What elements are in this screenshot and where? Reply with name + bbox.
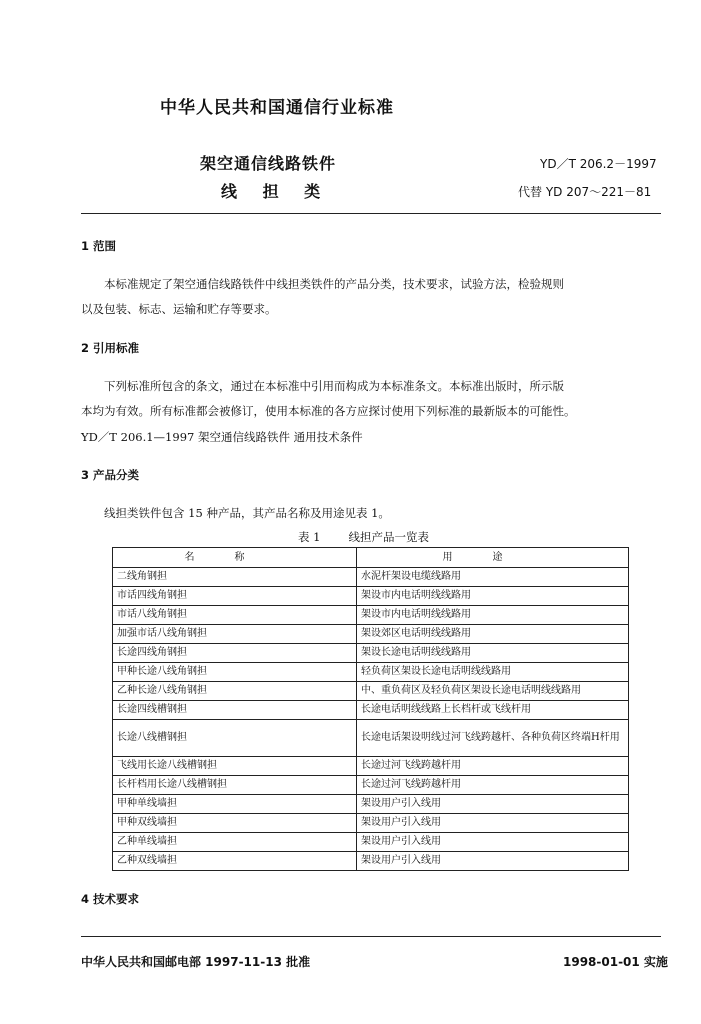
table-row bbox=[113, 701, 629, 720]
table-row bbox=[113, 814, 629, 833]
table-caption-name: 线担产品一览表 bbox=[348, 530, 429, 544]
product-use: 长途过河飞线跨越杆用 bbox=[357, 776, 629, 795]
product-name: 乙种单线墙担 bbox=[113, 833, 357, 852]
product-name: 长途八线槽钢担 bbox=[113, 720, 357, 757]
classification-paragraph: 线担类铁件包含 15 种产品，其产品名称及用途见表 1。 bbox=[104, 506, 390, 520]
issuing-body: 中华人民共和国通信行业标准 bbox=[160, 98, 394, 118]
table-row bbox=[113, 757, 629, 776]
product-use: 长途过河飞线跨越杆用 bbox=[357, 757, 629, 776]
approval-note: 中华人民共和国邮电部 1997-11-13 批准 bbox=[81, 955, 311, 969]
product-name: 乙种长途八线角钢担 bbox=[113, 682, 357, 701]
effective-date: 1998-01-01 实施 bbox=[563, 955, 668, 969]
header-use: 用途 bbox=[357, 548, 629, 568]
product-use: 架设用户引入线用 bbox=[357, 833, 629, 852]
table-row bbox=[113, 795, 629, 814]
header-rule bbox=[81, 213, 661, 214]
standard-number: YD／T 206.2－1997 bbox=[540, 157, 657, 171]
product-name: 甲种双线墙担 bbox=[113, 814, 357, 833]
product-use: 架设市内电话明线线路用 bbox=[357, 587, 629, 606]
product-use: 架设用户引入线用 bbox=[357, 814, 629, 833]
product-use: 水泥杆架设电缆线路用 bbox=[357, 568, 629, 587]
product-use: 轻负荷区架设长途电话明线线路用 bbox=[357, 663, 629, 682]
section-heading-scope: 1 范围 bbox=[81, 239, 117, 253]
table-row bbox=[113, 682, 629, 701]
table-row bbox=[113, 852, 629, 871]
table-row bbox=[113, 833, 629, 852]
table-row bbox=[113, 720, 629, 757]
product-use: 中、重负荷区及轻负荷区架设长途电话明线线路用 bbox=[357, 682, 629, 701]
product-name: 长途四线槽钢担 bbox=[113, 701, 357, 720]
scope-paragraph-line1: 本标准规定了架空通信线路铁件中线担类铁件的产品分类，技术要求，试验方法，检验规则 bbox=[104, 277, 564, 291]
table-header-row bbox=[113, 548, 629, 568]
product-name: 长途四线角钢担 bbox=[113, 644, 357, 663]
referenced-standard: YD／T 206.1—1997 架空通信线路铁件 通用技术条件 bbox=[81, 430, 363, 444]
document-subtitle: 线 担 类 bbox=[221, 182, 322, 201]
table-row bbox=[113, 587, 629, 606]
table-caption-label: 表 1 bbox=[298, 530, 321, 544]
product-name: 飞线用长途八线槽钢担 bbox=[113, 757, 357, 776]
product-use: 架设长途电话明线线路用 bbox=[357, 644, 629, 663]
footer-rule bbox=[81, 936, 661, 937]
product-name: 市话四线角钢担 bbox=[113, 587, 357, 606]
product-use: 架设用户引入线用 bbox=[357, 852, 629, 871]
replaces-note: 代替 YD 207～221－81 bbox=[518, 185, 652, 199]
product-use: 架设市内电话明线线路用 bbox=[357, 606, 629, 625]
section-heading-technical-requirements: 4 技术要求 bbox=[81, 892, 140, 906]
scope-paragraph-line2: 以及包装、标志、运输和贮存等要求。 bbox=[81, 302, 277, 316]
product-use: 架设郊区电话明线线路用 bbox=[357, 625, 629, 644]
table-row bbox=[113, 644, 629, 663]
table-row bbox=[113, 568, 629, 587]
product-name: 乙种双线墙担 bbox=[113, 852, 357, 871]
table-row bbox=[113, 625, 629, 644]
product-name: 市话八线角钢担 bbox=[113, 606, 357, 625]
product-use: 长途电话架设明线过河飞线跨越杆、各种负荷区终端H杆用 bbox=[357, 720, 629, 757]
references-paragraph-line1: 下列标准所包含的条文，通过在本标准中引用而构成为本标准条文。本标准出版时，所示版 bbox=[104, 379, 564, 393]
product-use: 架设用户引入线用 bbox=[357, 795, 629, 814]
product-name: 长杆档用长途八线槽钢担 bbox=[113, 776, 357, 795]
product-use: 长途电话明线线路上长档杆或飞线杆用 bbox=[357, 701, 629, 720]
table-row bbox=[113, 776, 629, 795]
section-heading-classification: 3 产品分类 bbox=[81, 468, 140, 482]
table-caption bbox=[298, 529, 429, 545]
product-name: 加强市话八线角钢担 bbox=[113, 625, 357, 644]
references-paragraph-line2: 本均为有效。所有标准都会被修订，使用本标准的各方应探讨使用下列标准的最新版本的可能性。 bbox=[81, 404, 576, 418]
table-row bbox=[113, 663, 629, 682]
product-name: 甲种单线墙担 bbox=[113, 795, 357, 814]
product-name: 甲种长途八线角钢担 bbox=[113, 663, 357, 682]
header-name: 名称 bbox=[113, 548, 357, 568]
table-row bbox=[113, 606, 629, 625]
document-title: 架空通信线路铁件 bbox=[200, 154, 337, 173]
section-heading-references: 2 引用标准 bbox=[81, 341, 140, 355]
product-name: 二线角钢担 bbox=[113, 568, 357, 587]
product-table bbox=[112, 547, 629, 871]
